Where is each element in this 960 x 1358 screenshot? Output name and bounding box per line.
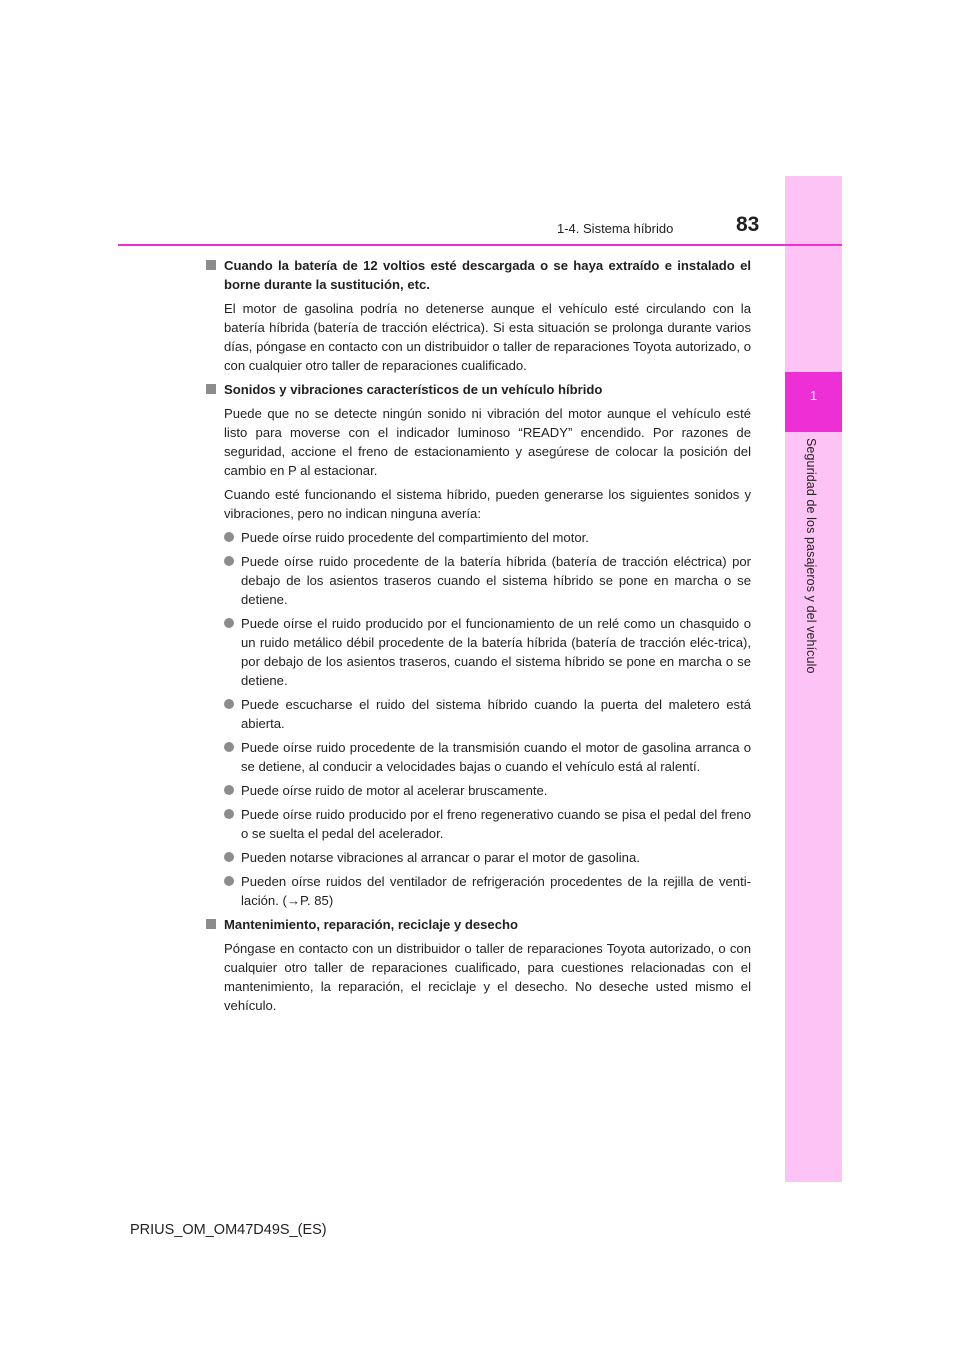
section-title: 1-4. Sistema híbrido xyxy=(557,221,674,236)
list-item: Pueden notarse vibraciones al arrancar o parar el motor de gasolina. xyxy=(206,848,751,867)
square-bullet-icon xyxy=(206,260,216,270)
header-rule xyxy=(118,244,842,246)
section-battery xyxy=(206,256,751,375)
page-number: 83 xyxy=(736,213,760,236)
list-item: Puede escucharse el ruido del sistema híbrido cuando la puerta del maletero está abierta. xyxy=(206,695,751,733)
section-heading: Sonidos y vibraciones característicos de un vehículo híbrido xyxy=(206,380,751,399)
circle-bullet-icon xyxy=(224,532,234,542)
circle-bullet-icon xyxy=(224,556,234,566)
document-code: PRIUS_OM_OM47D49S_(ES) xyxy=(130,1222,327,1238)
section-maintenance xyxy=(206,915,751,1015)
circle-bullet-icon xyxy=(224,742,234,752)
list-item: Puede oírse ruido procedente de la batería híbrida (batería de tracción eléctrica) por debajo de los asientos traseros cuando el sistema híbrido se pone en marcha o se detiene. xyxy=(206,552,751,609)
square-bullet-icon xyxy=(206,919,216,929)
circle-bullet-icon xyxy=(224,809,234,819)
paragraph: El motor de gasolina podría no detenerse aunque el vehículo esté circulando con la batería híbrida (batería de tracción eléctrica). Si esta situación se prolonga durante varios días, póngase en contacto con un distribuidor o taller de reparaciones Toyota autorizado, o con cualquier otro taller de reparaciones cualificado. xyxy=(224,301,751,373)
circle-bullet-icon xyxy=(224,699,234,709)
chapter-number: 1 xyxy=(809,388,818,403)
paragraph: Cuando esté funcionando el sistema híbrido, pueden generarse los siguientes sonidos y vibraciones, pero no indican ninguna avería: xyxy=(224,487,751,521)
chapter-title: Seguridad de los pasajeros y del vehículo xyxy=(804,438,818,674)
list-item: Pueden oírse ruidos del ventilador de refrigeración procedentes de la rejilla de venti-lación. (→P. 85) xyxy=(206,872,751,910)
list-item: Puede oírse ruido de motor al acelerar bruscamente. xyxy=(206,781,751,800)
square-bullet-icon xyxy=(206,384,216,394)
paragraph: Puede que no se detecte ningún sonido ni vibración del motor aunque el vehículo esté listo para moverse con el indicador luminoso “READY” encendido. Por razones de seguridad, accione el freno de estacionamiento y asegúrese de colocar la posición del cambio en P al estacionar. xyxy=(224,406,751,478)
section-heading: Mantenimiento, reparación, reciclaje y desecho xyxy=(206,915,751,934)
list-item: Puede oírse ruido procedente del compartimiento del motor. xyxy=(206,528,751,547)
page-content xyxy=(206,256,751,1020)
circle-bullet-icon xyxy=(224,618,234,628)
list-item: Puede oírse ruido procedente de la transmisión cuando el motor de gasolina arranca o se detiene, al conducir a velocidades bajas o cuando el vehículo está al ralentí. xyxy=(206,738,751,776)
list-item: Puede oírse ruido producido por el freno regenerativo cuando se pisa el pedal del freno o se suelta el pedal del acelerador. xyxy=(206,805,751,843)
side-tab xyxy=(785,176,842,1182)
paragraph: Póngase en contacto con un distribuidor o taller de reparaciones Toyota autorizado, o con cualquier otro taller de reparaciones cualificado, para cuestiones relacionadas con el mantenimiento, la reparación, el reciclaje y el desecho. No deseche usted mismo el vehículo. xyxy=(224,941,751,1013)
section-heading: Cuando la batería de 12 voltios esté descargada o se haya extraído e instalado el borne durante la sustitución, etc. xyxy=(206,256,751,294)
section-sounds xyxy=(206,380,751,910)
list-item: Puede oírse el ruido producido por el funcionamiento de un relé como un chasquido o un ruido metálico débil procedente de la batería híbrida (batería de tracción eléc-trica), por debajo de los asientos traseros, cuando el sistema híbrido se pone en marcha o se detiene. xyxy=(206,614,751,690)
circle-bullet-icon xyxy=(224,785,234,795)
circle-bullet-icon xyxy=(224,876,234,886)
circle-bullet-icon xyxy=(224,852,234,862)
